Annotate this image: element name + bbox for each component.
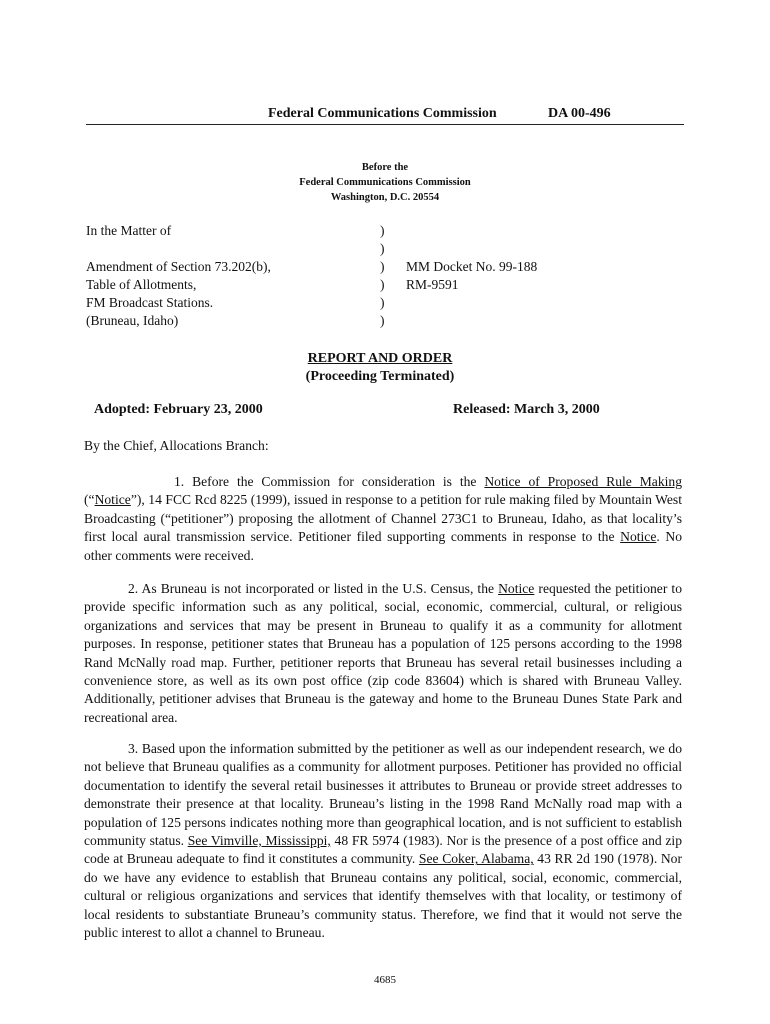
p3-text: 3. Based upon the information submitted by the petitioner as well as our independent research, we do not believe that Bruneau qualifies as a community for allotment purposes. Petitioner has provided no official documentation to identify the several retail businesses it attributes to Bruneau or provide street addresses to demonstrate their presence at that locality. Bruneau’s listing in the 1998 Rand McNally road map with a population of 125 persons indicates nothing more than geographical location, and is not sufficient to establish community status. <box>84 741 682 849</box>
caption-bracket: ) <box>380 223 385 238</box>
p3-citation-vimville: See Vimville, Mississippi, <box>187 833 331 849</box>
adopted-date: Adopted: February 23, 2000 <box>94 402 263 417</box>
by-line: By the Chief, Allocations Branch: <box>84 438 269 453</box>
p1-text: . No other comments were received. <box>84 529 682 563</box>
p2-citation-notice: Notice <box>498 581 535 596</box>
p3-text: 43 RR 2d 190 (1978). Nor do we have any evidence to establish that Bruneau contains any political, social, economic, commercial, cultural or religious organizations and services that identify themselves with that locality, or testimony of local residents to substantiate Bruneau’s community status. Therefore, we find that it would not serve the public interest to allot a channel to Bruneau. <box>84 851 683 941</box>
p1-citation-notice: Notice <box>620 529 657 545</box>
p1-text: ”), 14 FCC Rcd 8225 (1999), issued in response to a petition for rule making filed by Mountain West Broadcasting (“petitioner”) proposing the allotment of Channel 273C1 to Bruneau, Idaho, as that locality’s first local aural transmission service. Petitioner filed supporting comments in response to the <box>84 492 682 545</box>
p1-text: 1. Before the Commission for consideration is the <box>174 474 485 489</box>
caption-left-line: Amendment of Section 73.202(b), <box>86 259 271 274</box>
header-docket-code: DA 00-496 <box>548 106 611 121</box>
p1-citation-nprm: Notice of Proposed Rule Making <box>484 474 682 489</box>
before-line-1: Before the <box>361 162 409 173</box>
caption-right <box>406 258 537 294</box>
caption-left <box>86 222 271 330</box>
caption-left-line: Table of Allotments, <box>86 277 197 292</box>
caption-left-line: (Bruneau, Idaho) <box>86 313 179 328</box>
p2-text: requested the petitioner to provide specific information such as any political, social, economic, commercial, cultural, or religious organizations and services that may be present in Bruneau to qualify it as a community for allotment purposes. In response, petitioner states that Bruneau has a population of 125 persons according to the 1998 Rand McNally road map. Further, petitioner reports that Bruneau has several retail businesses including a convenience store, as well as its own post office (zip code 83604) which is shared with Bruneau Valley. Additionally, petitioner advises that Bruneau is the gateway and home to the Bruneau Dunes State Park and recreational area. <box>84 581 682 725</box>
before-block <box>230 160 540 205</box>
caption-bracket: ) <box>380 295 385 310</box>
caption-rm-number: RM-9591 <box>406 277 459 292</box>
header-rule <box>86 124 684 125</box>
caption-bracket: ) <box>380 277 385 292</box>
caption-bracket: ) <box>380 259 385 274</box>
caption-left-line <box>86 240 271 258</box>
document-subtitle: (Proceeding Terminated) <box>305 369 455 384</box>
p3-citation-coker: See Coker, Alabama, <box>418 851 534 867</box>
caption-left-line: In the Matter of <box>86 223 172 238</box>
document-title: REPORT AND ORDER <box>307 351 453 366</box>
paragraph-2 <box>84 580 682 727</box>
caption-docket-number: MM Docket No. 99-188 <box>406 259 538 274</box>
caption-brackets <box>380 222 385 330</box>
page-number: 4685 <box>374 974 396 986</box>
p1-text: (“ <box>84 492 95 508</box>
paragraph-3 <box>84 740 682 942</box>
header-agency: Federal Communications Commission <box>268 106 497 121</box>
before-line-2: Federal Communications Commission <box>299 177 471 188</box>
p1-citation-notice: Notice <box>94 492 131 508</box>
caption-bracket: ) <box>380 313 385 328</box>
p2-text: 2. As Bruneau is not incorporated or listed in the U.S. Census, the <box>128 581 499 596</box>
released-date: Released: March 3, 2000 <box>453 402 600 417</box>
document-title-block <box>250 350 510 386</box>
p3-text: 48 FR 5974 (1983). Nor is the presence of a post office and zip code at Bruneau adequate to find it constitutes a community. <box>84 833 682 867</box>
caption-bracket: ) <box>380 241 385 256</box>
paragraph-1 <box>84 473 682 565</box>
caption-left-line: FM Broadcast Stations. <box>86 295 214 310</box>
before-line-3: Washington, D.C. 20554 <box>330 192 440 203</box>
